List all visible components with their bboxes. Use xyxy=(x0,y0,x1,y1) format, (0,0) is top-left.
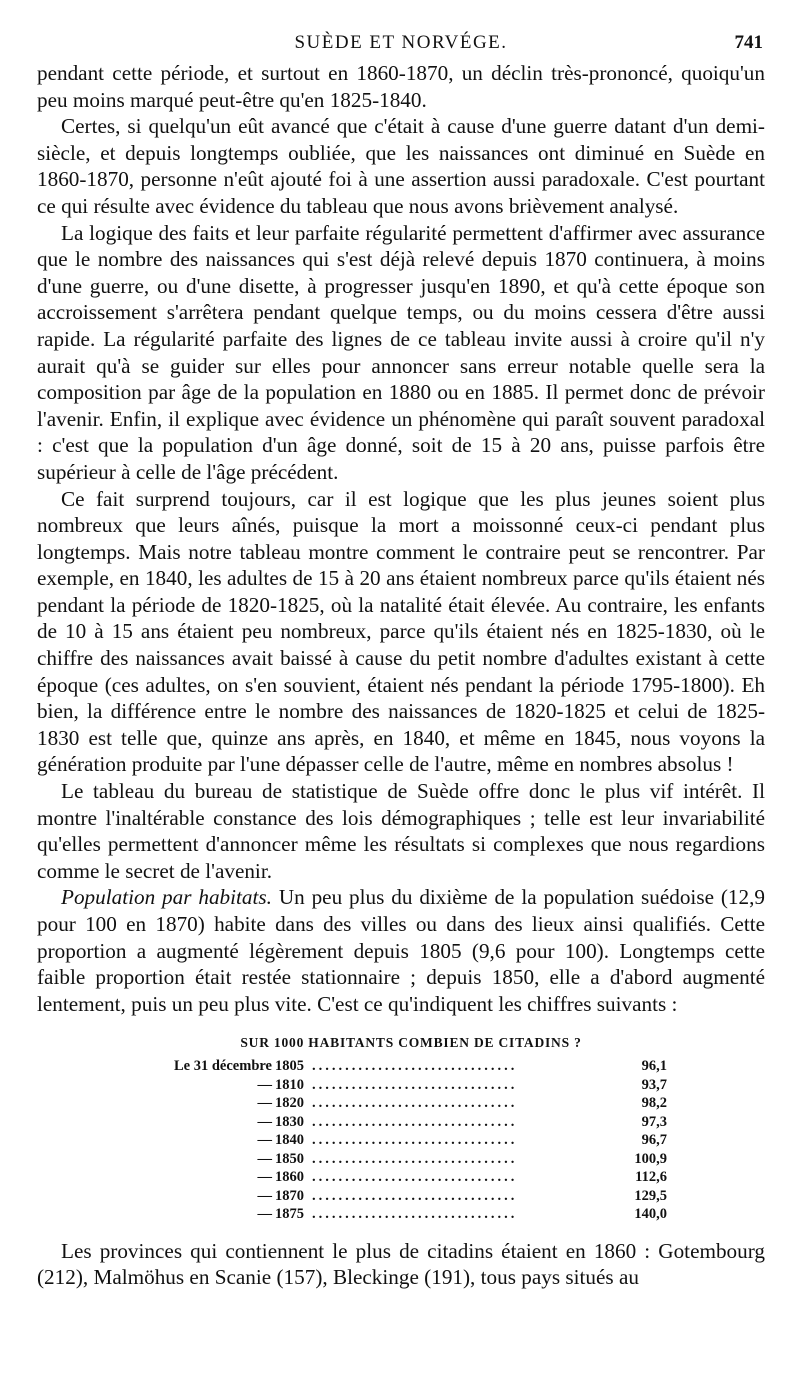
citadins-table xyxy=(37,1035,765,1224)
row-label: — xyxy=(257,1169,272,1186)
row-year: 1860 xyxy=(275,1169,304,1186)
paragraph-2: Certes, si quelqu'un eût avancé que c'était à cause d'une guerre datant d'un demi-siècle, et depuis longtemps oubliée, que les naissances ont diminué en Suède en 1860-1870, personne n'eût ajouté foi à une assertion aussi paradoxale. C'est pourtant ce qui résulte avec évidence du tableau que nous avons brièvement analysé. xyxy=(37,114,765,218)
population-heading: Population par habitats. xyxy=(61,885,272,910)
table-row xyxy=(37,1205,765,1224)
row-value: 96,1 xyxy=(641,1058,667,1075)
row-leaders: ............................... xyxy=(312,1113,518,1130)
population-paragraph xyxy=(37,884,765,1017)
row-value: 100,9 xyxy=(634,1150,667,1167)
row-leaders: ............................... xyxy=(312,1132,518,1149)
row-value: 98,2 xyxy=(641,1095,667,1112)
book-page xyxy=(37,28,765,1291)
row-leaders: ............................... xyxy=(312,1076,518,1093)
row-label: — xyxy=(257,1150,272,1167)
table-row xyxy=(37,1168,765,1187)
row-leaders: ............................... xyxy=(312,1187,518,1204)
row-leaders: ............................... xyxy=(312,1206,518,1223)
row-year: 1840 xyxy=(275,1132,304,1149)
row-leaders: ............................... xyxy=(312,1095,518,1112)
row-label: — xyxy=(257,1206,272,1223)
paragraph-4: Ce fait surprend toujours, car il est logique que les plus jeunes soient plus nombreux que leurs aînés, puisque la mort a moissonné ceux-ci pendant plus longtemps. Mais notre tableau montre comment le contraire peut se rencontrer. Par exemple, en 1840, les adultes de 15 à 20 ans étaient nombreux parce qu'ils étaient nés pendant la période de 1820-1825, où la natalité était élevée. Au contraire, les enfants de 10 à 15 ans étaient peu nombreux, parce qu'ils étaient nés en 1825-1830, où le chiffre des naissances avait baissé à cause du petit nombre d'adultes existant à cette époque (ces adultes, on s'en souvient, étaient nés pendant la période 1795-1800). Eh bien, la différence entre le nombre des naissances de 1820-1825 et celui de 1825-1830 est telle que, quinze ans après, en 1840, et même en 1845, nous voyons la génération produite par l'une dépasser celle de l'autre, même en nombres absolus ! xyxy=(37,486,765,777)
row-label: Le 31 décembre xyxy=(174,1058,272,1075)
row-year: 1875 xyxy=(275,1206,304,1223)
row-label: — xyxy=(257,1132,272,1149)
page-header xyxy=(37,28,765,60)
row-value: 93,7 xyxy=(641,1076,667,1093)
row-label: — xyxy=(257,1076,272,1093)
table-row xyxy=(37,1057,765,1076)
table-row xyxy=(37,1150,765,1169)
row-value: 96,7 xyxy=(641,1132,667,1149)
row-year: 1805 xyxy=(275,1058,304,1075)
paragraph-1: pendant cette période, et surtout en 1860-1870, un déclin très-prononcé, quoiqu'un peu moins marqué peut-être qu'en 1825-1840. xyxy=(37,61,765,112)
final-paragraph: Les provinces qui contiennent le plus de citadins étaient en 1860 : Gotembourg (212), Malmöhus en Scanie (157), Bleckinge (191), tous pays situés au xyxy=(37,1238,765,1290)
row-leaders: ............................... xyxy=(312,1058,518,1075)
row-year: 1810 xyxy=(275,1076,304,1093)
page-number: 741 xyxy=(734,32,763,53)
paragraph-3: La logique des faits et leur parfaite régularité permettent d'affirmer avec assurance que le nombre des naissances qui s'est déjà relevé depuis 1870 continuera, à moins d'une guerre, ou d'une disette, à progresser jusqu'en 1890, et qu'à cette époque son accroissement s'arrêtera pendant quelque temps, ou du moins cessera d'être aussi rapide. La régularité parfaite des lignes de ce tableau invite aussi à croire qu'il n'y aurait qu'à se guider sur elles pour annoncer sans erreur notable quelle sera la composition par âge de la population en 1880 ou en 1885. Il permet donc de prévoir l'avenir. Enfin, il explique avec évidence un phénomène qui paraît souvent paradoxal : c'est que la population d'un âge donné, soit de 15 à 20 ans, puisse parfois être supérieur à celle de l'âge précédent. xyxy=(37,220,765,484)
table-row xyxy=(37,1113,765,1132)
row-value: 140,0 xyxy=(634,1206,667,1223)
row-year: 1870 xyxy=(275,1187,304,1204)
row-year: 1830 xyxy=(275,1113,304,1130)
row-leaders: ............................... xyxy=(312,1150,518,1167)
paragraph-5: Le tableau du bureau de statistique de Suède offre donc le plus vif intérêt. Il montre l'inaltérable constance des lois démographiques ; telle est leur invariabilité qu'elles permettent d'annoncer même les résultats si complexes que nous regardions comme le secret de l'avenir. xyxy=(37,779,765,883)
row-year: 1850 xyxy=(275,1150,304,1167)
row-year: 1820 xyxy=(275,1095,304,1112)
row-leaders: ............................... xyxy=(312,1169,518,1186)
table-row xyxy=(37,1131,765,1150)
table-row xyxy=(37,1094,765,1113)
row-value: 129,5 xyxy=(634,1187,667,1204)
row-label: — xyxy=(257,1095,272,1112)
table-title: SUR 1000 HABITANTS COMBIEN DE CITADINS ? xyxy=(240,1035,582,1051)
row-value: 112,6 xyxy=(635,1169,667,1186)
row-label: — xyxy=(257,1113,272,1130)
population-text: Un peu plus du dixième de la population suédoise (12,9 pour 100 en 1870) habite dans des villes ou dans des lieux ainsi qualifiés. Cette proportion a augmenté légèrement depuis 1805 (9,6 pour 100). Longtemps cette faible proportion était restée stationnaire ; depuis 1850, elle a d'abord augmenté lentement, puis un peu plus vite. C'est ce qu'indiquent les chiffres suivants : xyxy=(37,885,765,1016)
table-row xyxy=(37,1076,765,1095)
running-title: SUÈDE ET NORVÉGE. xyxy=(294,32,508,53)
table-row xyxy=(37,1187,765,1206)
row-value: 97,3 xyxy=(641,1113,667,1130)
row-label: — xyxy=(257,1187,272,1204)
